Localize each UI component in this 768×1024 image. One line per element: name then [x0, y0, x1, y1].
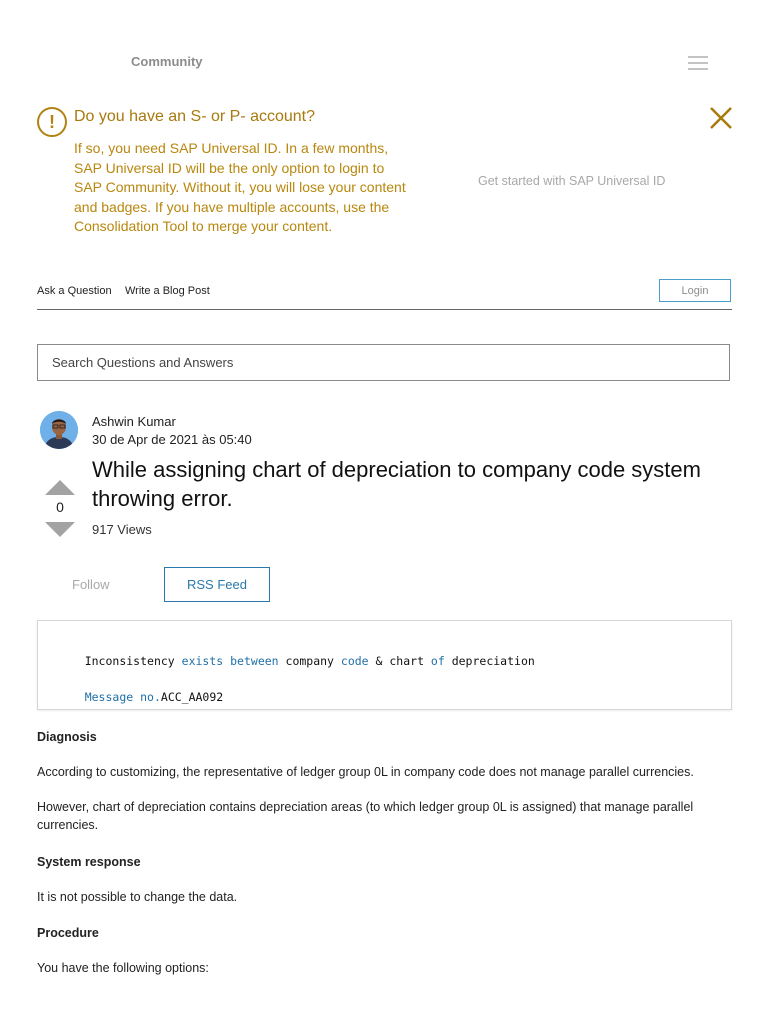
paragraph: However, chart of depreciation contains depreciation areas (to which ledger group 0L is assigned) that manage parallel currencies. [37, 800, 694, 832]
code-token: ACC_AA092 [160, 690, 224, 704]
page-title: While assigning chart of depreciation to company code system throwing error. [92, 457, 701, 511]
code-keyword: no. [140, 690, 161, 704]
warning-icon: ! [37, 107, 67, 137]
code-token: & chart [368, 654, 431, 668]
rss-feed-button[interactable]: RSS Feed [164, 567, 270, 602]
vote-count: 0 [56, 499, 64, 515]
ask-question-link[interactable]: Ask a Question [37, 285, 112, 297]
code-keyword: of [430, 654, 445, 668]
paragraph: According to customizing, the representative of ledger group 0L in company code does not manage parallel currencies. [37, 765, 694, 779]
login-button[interactable]: Login [659, 279, 731, 302]
section-heading-diagnosis: Diagnosis [37, 730, 97, 744]
notice-title: Do you have an S- or P- account? [74, 108, 316, 125]
write-blog-post-link[interactable]: Write a Blog Post [125, 285, 210, 297]
notice-body: If so, you need SAP Universal ID. In a few months, SAP Universal ID will be the only option to login to SAP Community. Without it, you will lose your content and badges. If you have multiple accounts, use the Consolidation Tool to merge your content. [74, 140, 406, 234]
view-count: 917 Views [92, 522, 152, 537]
code-keyword: Message [84, 690, 134, 704]
code-keyword: code [340, 654, 369, 668]
vote-down-icon[interactable] [45, 522, 75, 537]
search-input[interactable] [38, 345, 729, 380]
community-logo-text[interactable]: Community [131, 54, 203, 69]
divider [37, 309, 732, 310]
paragraph: It is not possible to change the data. [37, 890, 238, 904]
code-token: depreciation [444, 654, 535, 668]
code-block [37, 620, 732, 710]
avatar[interactable] [40, 411, 78, 449]
user-avatar-icon [40, 411, 78, 449]
code-keyword: exists [181, 654, 224, 668]
code-keyword: between [230, 654, 279, 668]
follow-link[interactable]: Follow [72, 577, 110, 592]
code-token: company [278, 654, 341, 668]
search-box [37, 344, 730, 381]
author-name[interactable]: Ashwin Kumar [92, 414, 176, 429]
section-heading-system-response: System response [37, 855, 141, 869]
vote-up-icon[interactable] [45, 480, 75, 495]
get-started-link[interactable]: Get started with SAP Universal ID [478, 174, 666, 188]
code-token: Inconsistency [84, 654, 182, 668]
section-heading-procedure: Procedure [37, 926, 99, 940]
menu-icon[interactable] [688, 56, 708, 70]
code-line [57, 676, 223, 718]
close-icon[interactable] [708, 105, 734, 131]
post-date: 30 de Apr de 2021 às 05:40 [92, 432, 252, 447]
paragraph: You have the following options: [37, 961, 209, 975]
